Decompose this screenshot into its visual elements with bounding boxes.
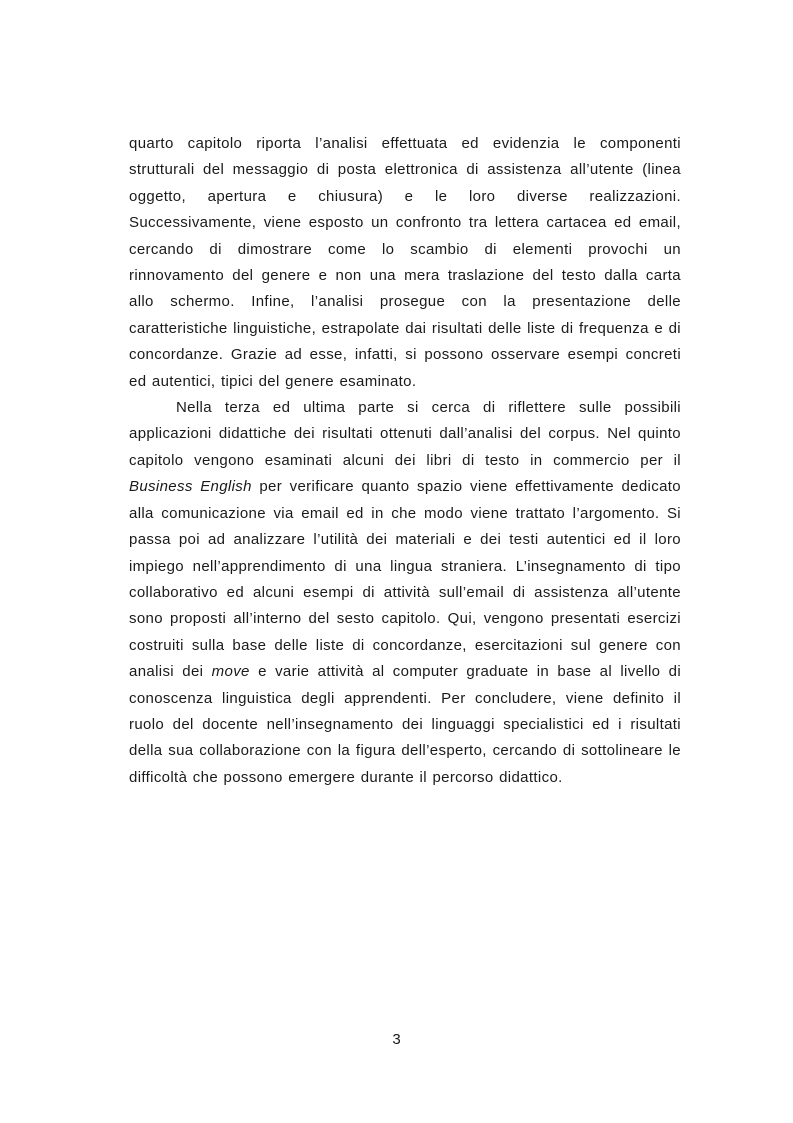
text-run: Nella terza ed ultima parte si cerca di riflettere sulle possibili applicazioni didattiche dei risultati ottenuti dall’analisi del corpus. Nel quinto capitolo vengono esaminati alcuni dei libri di testo in commercio per il [129,399,681,469]
paragraph-2 [129,395,681,791]
text-run: e varie attività al computer graduate in base al livello di conoscenza linguistica degli apprendenti. Per concludere, viene definito il ruolo del docente nell’insegnamento dei linguaggi specialistici ed i risultati della sua collaborazione con la figura dell’esperto, cercando di sottolineare le difficoltà che possono emergere durante il percorso didattico. [129,663,681,786]
italic-term-move: move [211,663,250,681]
paragraph-1 [129,131,681,395]
text-run: quarto capitolo riporta l’analisi effettuata ed evidenzia le componenti strutturali del messaggio di posta elettronica di assistenza all’utente (linea oggetto, apertura e chiusura) e le loro diverse realizzazioni. Successivamente, viene esposto un confronto tra lettera cartacea ed email, cercando di dimostrare come lo scambio di elementi provochi un rinnovamento del genere e non una mera traslazione del testo dalla carta allo schermo. Infine, l’analisi prosegue con la presentazione delle caratteristiche linguistiche, estrapolate dai risultati delle liste di frequenza e di concordanze. Grazie ad esse, infatti, si possono osservare esempi concreti ed autentici, tipici del genere esaminato. [129,135,681,390]
italic-term-business-english: Business English [129,478,252,496]
page-number: 3 [392,1031,401,1048]
body-text [129,131,681,791]
text-run: per verificare quanto spazio viene effettivamente dedicato alla comunicazione via email ed in che modo viene trattato l’argomento. Si passa poi ad analizzare l’utilità dei materiali e dei testi autentici ed il loro impiego nell’apprendimento di una lingua straniera. L’insegnamento di tipo collaborativo ed alcuni esempi di attività sull’email di assistenza all’utente sono proposti all’interno del sesto capitolo. Qui, vengono presentati esercizi costruiti sulla base delle liste di concordanze, esercitazioni sul genere con analisi dei [129,478,681,681]
